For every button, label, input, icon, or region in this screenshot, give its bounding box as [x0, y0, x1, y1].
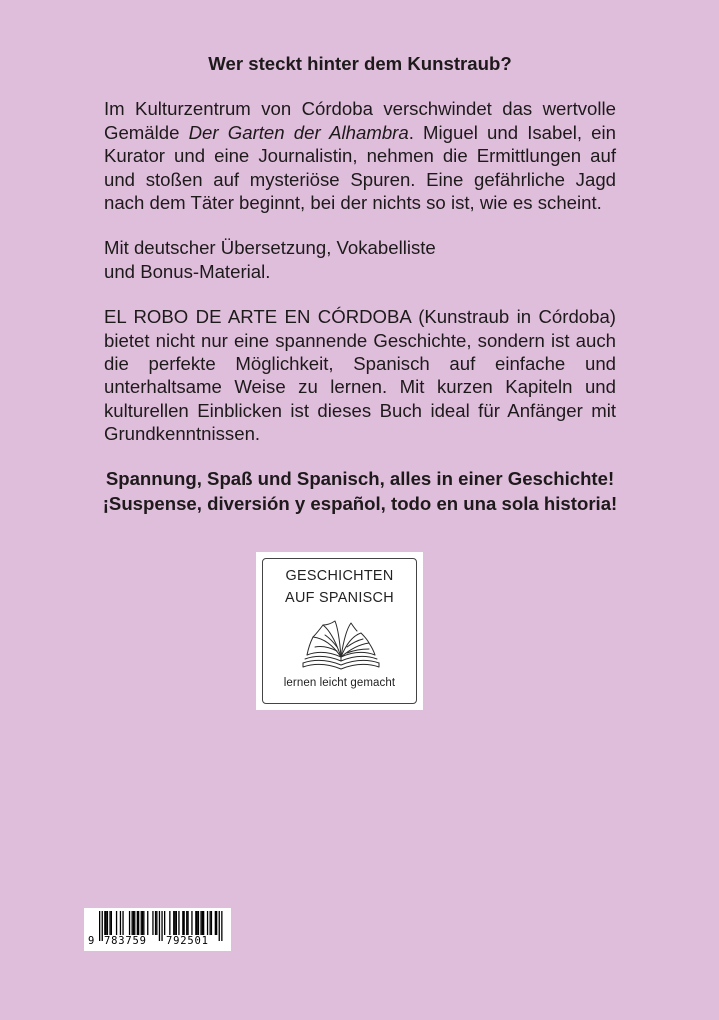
- barcode-bar: [164, 911, 165, 935]
- barcode-first-digit: 9: [88, 935, 95, 947]
- barcode-digits: [84, 935, 231, 949]
- barcode-bar: [109, 911, 110, 935]
- barcode-bar: [216, 911, 217, 935]
- barcode-bar: [147, 911, 148, 935]
- features-line-1: Mit deutscher Übersetzung, Vokabelliste: [104, 237, 436, 259]
- barcode-bar: [169, 911, 170, 935]
- barcode-bar: [195, 911, 196, 935]
- logo-line-1: GESCHICHTEN: [285, 568, 394, 584]
- barcode-bar: [142, 911, 143, 935]
- tagline: [60, 466, 660, 516]
- barcode-bar: [155, 911, 156, 935]
- barcode-bar: [104, 911, 105, 935]
- barcode-bar: [178, 911, 179, 935]
- isbn-barcode: [84, 908, 231, 951]
- barcode-bar: [197, 911, 198, 935]
- barcode-bar: [134, 911, 135, 935]
- blurb-paragraph-summary: [104, 97, 616, 214]
- barcode-bar: [198, 911, 199, 935]
- blurb-heading: Wer steckt hinter dem Kunstraub?: [208, 53, 512, 74]
- barcode-bar: [120, 911, 121, 935]
- barcode-bar: [182, 911, 183, 935]
- barcode-bar: [133, 911, 134, 935]
- logo-frame: [262, 558, 417, 704]
- barcode-bar: [186, 911, 187, 935]
- back-cover-text: [104, 52, 616, 470]
- painting-title: Der Garten der Alhambra: [188, 121, 409, 143]
- barcode-bar: [203, 911, 204, 935]
- summary-text-start: Im Kulturzentrum von Córdoba verschwindet das wertvolle Gemälde: [104, 98, 616, 143]
- logo-subtitle: lernen leicht gemacht: [283, 677, 396, 689]
- barcode-bar: [215, 911, 216, 935]
- barcode-bar: [111, 911, 112, 935]
- barcode-bar: [211, 911, 212, 935]
- publisher-logo: [256, 552, 423, 710]
- tagline-spanish: ¡Suspense, diversión y español, todo en una sola historia!: [102, 493, 618, 514]
- barcode-bar: [176, 911, 177, 935]
- logo-line-2: AUF SPANISCH: [285, 590, 394, 606]
- barcode-bar: [132, 911, 133, 935]
- features-line-2: und Bonus-Material.: [104, 260, 271, 282]
- barcode-bar: [156, 911, 157, 935]
- blurb-paragraph-features: [104, 236, 616, 283]
- open-book-icon: [299, 619, 383, 671]
- barcode-bar: [187, 911, 188, 935]
- barcode-bar: [106, 911, 107, 935]
- barcode-bar: [174, 911, 175, 935]
- barcode-bar: [191, 911, 192, 935]
- barcode-bar: [202, 911, 203, 935]
- barcode-left-group: 783759: [104, 935, 147, 947]
- barcode-bar: [122, 911, 123, 935]
- barcode-bar: [207, 911, 208, 935]
- barcode-bar: [107, 911, 108, 935]
- barcode-bar: [184, 911, 185, 935]
- tagline-german: Spannung, Spaß und Spanisch, alles in einer Geschichte!: [105, 468, 615, 489]
- blurb-paragraph-description: EL ROBO DE ARTE EN CÓRDOBA (Kunstraub in Córdoba) bietet nicht nur eine spannende Geschichte, sondern ist auch die perfekte Möglichkeit, Spanisch auf einfache und unterhaltsame Weise zu lernen. Mit kurzen Kapiteln und kulturellen Einblicken ist dieses Buch ideal für Anfänger mit Grundkenntnissen.: [104, 306, 616, 445]
- barcode-bar: [116, 911, 117, 935]
- barcode-right-group: 792501: [166, 935, 209, 947]
- barcode-bar: [138, 911, 139, 935]
- barcode-bar: [141, 911, 142, 935]
- barcode-bar: [152, 911, 153, 935]
- barcode-bar: [143, 911, 144, 935]
- barcode-bar: [200, 911, 201, 935]
- barcode-bar: [137, 911, 138, 935]
- barcode-bar: [173, 911, 174, 935]
- barcode-bar: [129, 911, 130, 935]
- barcode-bar: [210, 911, 211, 935]
- summary-text-end: . Miguel und Isabel, ein Kurator und eine Journalistin, nehmen die Ermittlungen auf und stoßen auf mysteriöse Spuren. Eine gefährliche Jagd nach dem Täter beginnt, bei der nichts so ist, wie es scheint.: [104, 121, 616, 214]
